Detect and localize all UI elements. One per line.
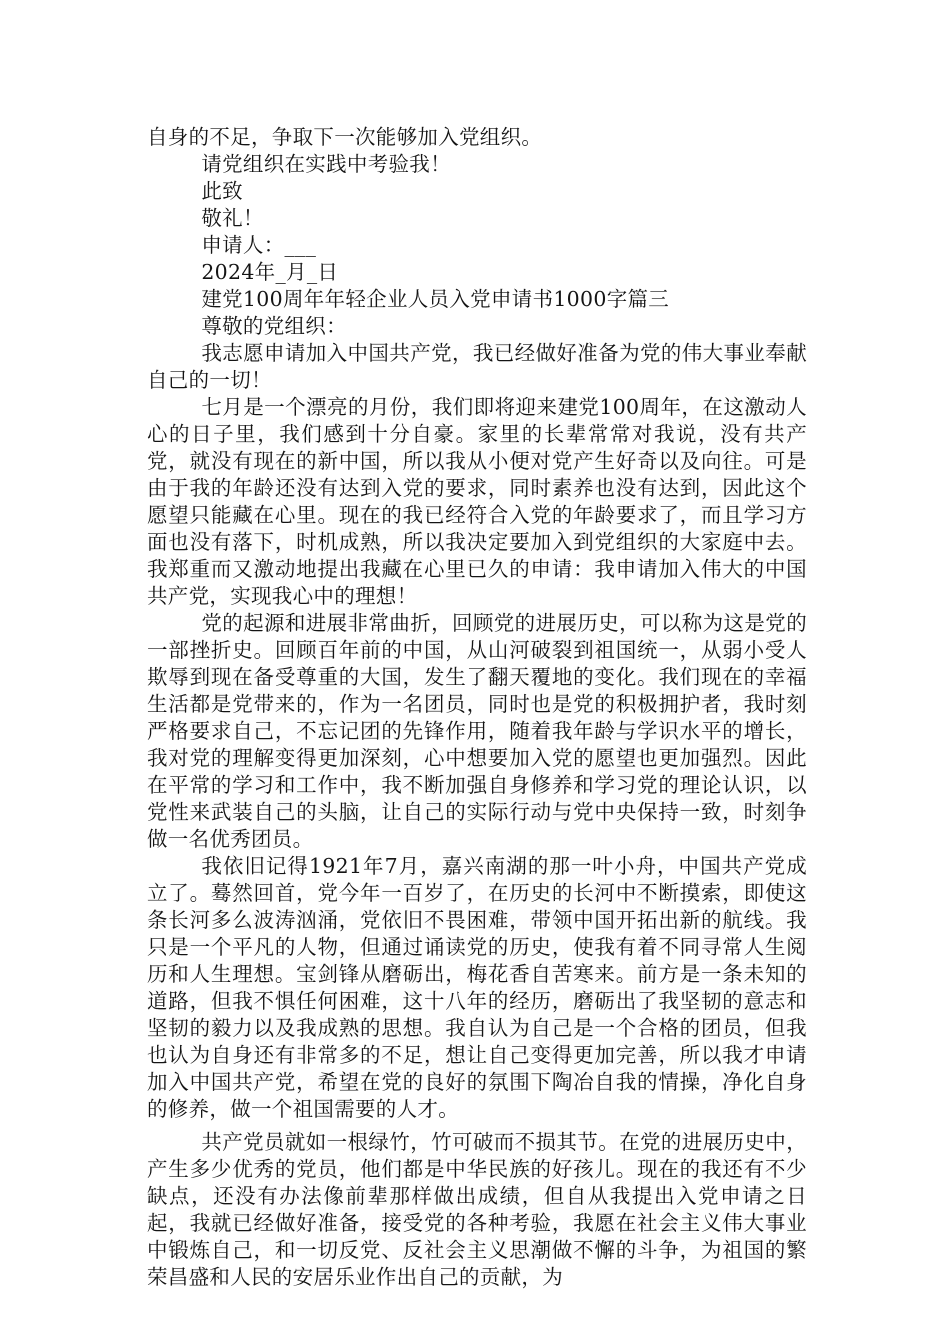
- paragraph-request-test: 请党组织在实践中考验我！: [201, 152, 451, 176]
- salutation-ci-zhi: 此致: [201, 179, 243, 203]
- salutation-jing-li: 敬礼！: [201, 206, 264, 230]
- document-body: [147, 124, 807, 1291]
- date-line: 2024年_月_日: [201, 260, 339, 284]
- paragraph-july: 七月是一个漂亮的月份，我们即将迎来建党100周年，在这激动人心的日子里，我们感到十分自豪。家里的长辈常常对我说，没有共产党，就没有现在的新中国，所以我从小便对党产生好奇以及向往。可是由于我的年龄还没有达到入党的要求，同时素养也没有达到，因此这个愿望只能藏在心里。现在的我已经符合入党的年龄要求了，而且学习方面也没有落下，时机成熟，所以我决定要加入到党组织的大家庭中去。我郑重而又激动地提出我藏在心里已久的申请：我申请加入伟大的中国共产党，实现我心中的理想！: [147, 395, 807, 608]
- paragraph-history: 党的起源和进展非常曲折，回顾党的进展历史，可以称为这是党的一部挫折史。回顾百年前的中国，从山河破裂到祖国统一，从弱小受人欺辱到现在备受尊重的大国，发生了翻天覆地的变化。我们现在的幸福生活都是党带来的，作为一名团员，同时也是党的积极拥护者，我时刻严格要求自己，不忘记团的先锋作用，随着我年龄与学识水平的增长，我对党的理解变得更加深刻，心中想要加入党的愿望也更加强烈。因此在平常的学习和工作中，我不断加强自身修养和学习党的理论认识，以党性来武装自己的头脑，让自己的实际行动与党中央保持一致，时刻争做一名优秀团员。: [147, 611, 807, 851]
- paragraph-continuation: 自身的不足，争取下一次能够加入党组织。: [147, 125, 543, 149]
- section-heading: 建党100周年年轻企业人员入党申请书1000字篇三: [201, 287, 670, 311]
- paragraph-1921: 我依旧记得1921年7月，嘉兴南湖的那一叶小舟，中国共产党成立了。蓦然回首，党今年一百岁了，在历史的长河中不断摸索，即使这条长河多么波涛汹涌，党依旧不畏困难，带领中国开拓出新的航线。我只是一个平凡的人物，但通过诵读党的历史，使我有着不同寻常人生阅历和人生理想。宝剑锋从磨砺出，梅花香自苦寒来。前方是一条未知的道路，但我不惧任何困难，这十八年的经历，磨砺出了我坚韧的意志和坚韧的毅力以及我成熟的思想。我自认为自己是一个合格的团员，但我也认为自身还有非常多的不足，想让自己变得更加完善，所以我才申请加入中国共产党，希望在党的良好的氛围下陶冶自我的情操，净化自身的修养，做一个祖国需要的人才。: [147, 854, 807, 1121]
- applicant-line: 申请人：___: [201, 233, 317, 257]
- paragraph-bamboo: 共产党员就如一根绿竹，竹可破而不损其节。在党的进展历史中，产生多少优秀的党员，他们都是中华民族的好孩儿。现在的我还有不少缺点，还没有办法像前辈那样做出成绩，但自从我提出入党申请之日起，我就已经做好准备，接受党的各种考验，我愿在社会主义伟大事业中锻炼自己，和一切反党、反社会主义思潮做不懈的斗争，为祖国的繁荣昌盛和人民的安居乐业作出自己的贡献，为: [147, 1130, 807, 1289]
- greeting-line: 尊敬的党组织：: [201, 314, 347, 338]
- paragraph-intent: 我志愿申请加入中国共产党，我已经做好准备为党的伟大事业奉献自己的一切！: [147, 341, 807, 392]
